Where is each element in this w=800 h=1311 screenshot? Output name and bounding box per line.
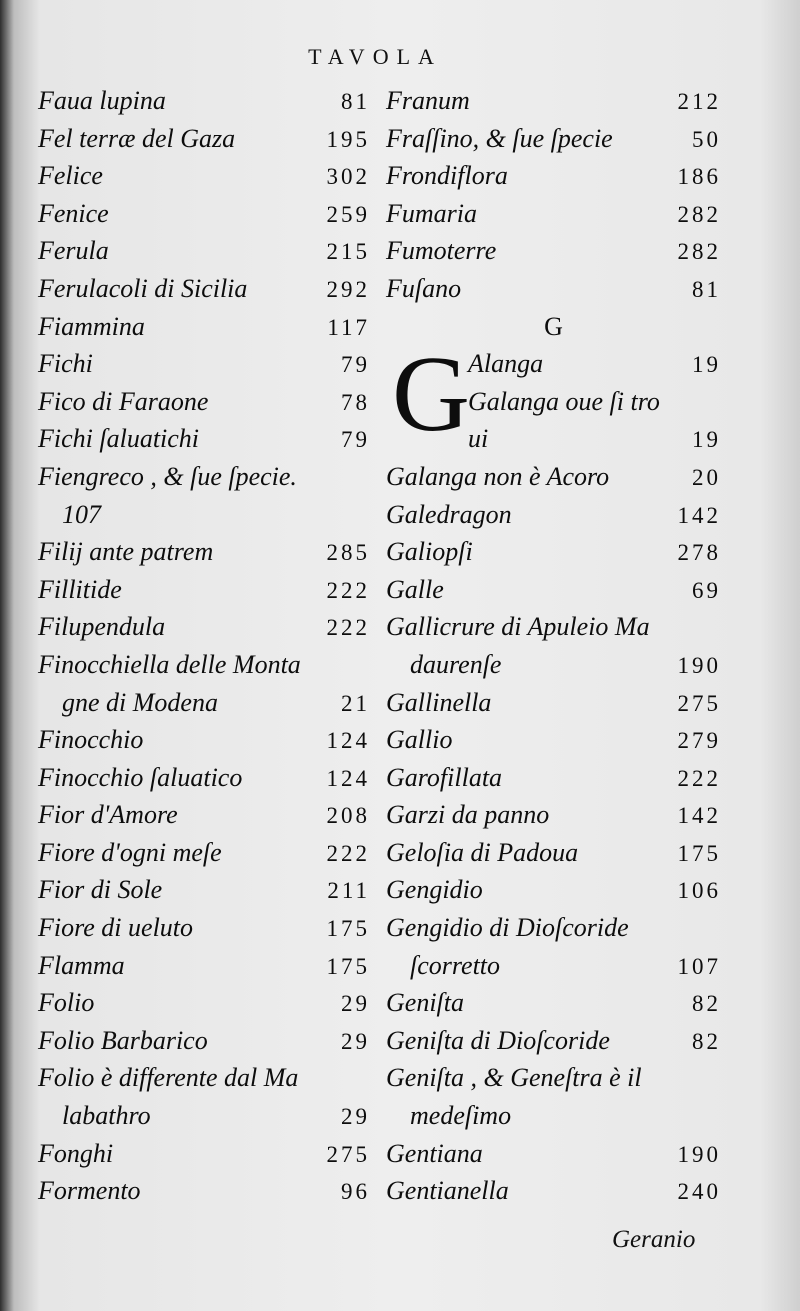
index-entry: [38, 1172, 370, 1210]
entry-term: Fumaria: [386, 198, 477, 228]
entry-term: Fillitide: [38, 574, 122, 604]
index-entry: [38, 684, 370, 722]
entry-term: Fiore di ueluto: [38, 913, 194, 943]
entry-page-number: 69: [692, 577, 721, 603]
index-entry: [386, 1059, 721, 1097]
index-column-left: [38, 82, 370, 1210]
entry-term: Gentianella: [386, 1176, 509, 1206]
section-letter: G: [544, 311, 563, 341]
entry-term: Fiengreco , & ſue ſpecie.: [38, 461, 297, 491]
index-entry: [386, 232, 721, 270]
entry-term: Fel terræ del Gaza: [38, 123, 236, 153]
index-entry: [38, 796, 370, 834]
entry-term: gne di Modena: [62, 687, 218, 717]
entry-term: Galle: [386, 574, 444, 604]
entry-term: Felice: [38, 161, 103, 191]
entry-term: Galanga non è Acoro: [386, 461, 610, 491]
entry-page-number: 81: [341, 89, 370, 114]
entry-term: Galanga oue ſi tro: [468, 386, 660, 416]
index-entry: [386, 195, 721, 233]
entry-page-number: 282: [677, 239, 721, 265]
index-entry: [386, 796, 721, 834]
index-entry: [386, 759, 721, 797]
index-entry: [38, 383, 370, 421]
entry-term: Ferula: [38, 236, 109, 266]
entry-term: Gengidio: [386, 875, 483, 905]
entry-term: Folio: [38, 988, 95, 1018]
page-title: TAVOLA: [308, 44, 442, 69]
index-entry: [38, 270, 370, 308]
entry-page-number: 278: [677, 540, 721, 566]
entry-term: Faua lupina: [38, 86, 166, 115]
index-entry: [386, 646, 721, 684]
entry-term: ui: [468, 424, 489, 454]
entry-page-number: 240: [677, 1179, 721, 1205]
index-entry: [386, 1135, 721, 1173]
index-entry: [38, 571, 370, 609]
index-entry: [38, 984, 370, 1022]
entry-term: Geniſta , & Geneſtra è il: [386, 1063, 642, 1093]
index-entry: [38, 420, 370, 458]
entry-page-number: 81: [692, 276, 721, 302]
entry-page-number: 259: [326, 201, 370, 227]
entry-term: Fichi ſaluatichi: [38, 424, 200, 454]
entry-term: Frondiflora: [386, 161, 508, 191]
index-entry: [38, 947, 370, 985]
entry-term: labathro: [62, 1101, 151, 1131]
entry-page-number: 211: [327, 878, 370, 904]
entry-page-number: 142: [677, 502, 721, 528]
index-entry: [386, 1097, 721, 1135]
entry-term: Fuſano: [386, 273, 462, 303]
entry-page-number: 222: [326, 840, 370, 866]
entry-term: Formento: [38, 1176, 141, 1206]
index-entry: [386, 157, 721, 195]
index-entry: [38, 345, 370, 383]
entry-page-number: 275: [677, 690, 721, 716]
entry-page-number: 82: [692, 1028, 721, 1054]
entry-page-number: 222: [677, 765, 721, 791]
index-entry: [38, 1059, 370, 1097]
entry-page-number: 222: [326, 577, 370, 603]
index-entry: [38, 721, 370, 759]
index-entry: [38, 82, 370, 120]
entry-page-number: 285: [326, 540, 370, 566]
index-entry: [386, 496, 721, 534]
index-entry: [38, 157, 370, 195]
entry-page-number: 29: [341, 1028, 370, 1054]
entry-term: Flamma: [38, 950, 125, 980]
index-group-f: [386, 82, 721, 308]
index-column-right: [386, 82, 721, 1210]
entry-term: medeſimo: [410, 1101, 512, 1131]
entry-term: Finocchio ſaluatico: [38, 762, 243, 792]
entry-term: 107: [62, 499, 101, 529]
index-entry: [386, 947, 721, 985]
entry-page-number: 222: [326, 615, 370, 641]
entry-page-number: 106: [677, 878, 721, 904]
entry-term: Gentiana: [386, 1138, 483, 1168]
entry-page-number: 29: [341, 1104, 370, 1130]
entry-term: Geniſta: [386, 988, 464, 1018]
entry-page-number: 212: [677, 89, 721, 114]
entry-term: Folio è differente dal Ma: [38, 1063, 299, 1093]
entry-term: Finocchio: [38, 725, 144, 755]
entry-page-number: 186: [677, 164, 721, 190]
entry-term: Fraſſino, & ſue ſpecie: [386, 123, 613, 153]
index-entry: [38, 195, 370, 233]
entry-term: Fichi: [38, 349, 93, 379]
index-entry: [38, 232, 370, 270]
index-entry: [38, 308, 370, 346]
index-entry: [386, 984, 721, 1022]
entry-term: daurenſe: [410, 649, 502, 679]
entry-page-number: 82: [692, 991, 721, 1017]
entry-page-number: 208: [326, 803, 370, 829]
entry-term: Fico di Faraone: [38, 386, 209, 416]
entry-page-number: 215: [326, 239, 370, 265]
index-entry: [386, 684, 721, 722]
entry-term: Franum: [386, 86, 470, 115]
index-entry: [386, 721, 721, 759]
entry-page-number: 275: [326, 1141, 370, 1167]
index-entry: [38, 871, 370, 909]
entry-page-number: 124: [326, 765, 370, 791]
index-entry: [38, 533, 370, 571]
entry-page-number: 302: [326, 164, 370, 190]
entry-term: Gallinella: [386, 687, 492, 717]
entry-page-number: 292: [326, 276, 370, 302]
index-entry: [38, 1022, 370, 1060]
index-entry: [386, 1022, 721, 1060]
drop-cap-block: [386, 335, 721, 458]
index-entry: [386, 608, 721, 646]
entry-page-number: 19: [692, 352, 721, 378]
index-entry: [38, 1097, 370, 1135]
index-group-g: [386, 458, 721, 1210]
entry-term: Garzi da panno: [386, 800, 550, 830]
entry-page-number: 175: [677, 840, 721, 866]
entry-term: Gallicrure di Apuleio Ma: [386, 612, 650, 642]
entry-term: Finocchiella delle Monta: [38, 649, 301, 679]
catchword: Geranio: [612, 1226, 696, 1253]
index-entry: [38, 909, 370, 947]
drop-cap-letter: G: [392, 335, 470, 455]
entry-term: Galiopſi: [386, 537, 473, 567]
entry-term: Geloſia di Padoua: [386, 837, 579, 867]
index-entry: [38, 646, 370, 684]
index-entry: [38, 834, 370, 872]
index-entry: [38, 608, 370, 646]
entry-page-number: 142: [677, 803, 721, 829]
entry-term: Garofillata: [386, 762, 503, 792]
index-entry: [386, 458, 721, 496]
index-entry: [38, 496, 370, 534]
entry-term: Folio Barbarico: [38, 1025, 208, 1055]
index-entry: [386, 909, 721, 947]
index-entry: [38, 120, 370, 158]
entry-page-number: 175: [326, 916, 370, 942]
entry-term: Filij ante patrem: [38, 537, 214, 567]
entry-term: Fonghi: [38, 1138, 114, 1168]
entry-term: Fumoterre: [386, 236, 497, 266]
index-entry: [386, 871, 721, 909]
entry-term: Fiammina: [38, 311, 145, 341]
entry-page-number: 96: [341, 1179, 370, 1205]
entry-page-number: 19: [692, 427, 721, 453]
index-entry: [386, 1172, 721, 1210]
entry-term: Fior di Sole: [38, 875, 163, 905]
entry-term: Fenice: [38, 198, 109, 228]
entry-page-number: 29: [341, 991, 370, 1017]
index-entry: [386, 533, 721, 571]
index-entry: [386, 82, 721, 120]
entry-page-number: 107: [677, 953, 721, 979]
entry-page-number: 175: [326, 953, 370, 979]
entry-term: Filupendula: [38, 612, 166, 642]
entry-page-number: 117: [327, 314, 370, 340]
entry-page-number: 21: [341, 690, 370, 716]
entry-term: Fior d'Amore: [38, 800, 178, 830]
entry-page-number: 190: [677, 652, 721, 678]
entry-page-number: 282: [677, 201, 721, 227]
index-entry: [38, 458, 370, 496]
index-entry: [386, 834, 721, 872]
entry-page-number: 50: [692, 126, 721, 152]
index-entry: [386, 270, 721, 308]
entry-term: Alanga: [468, 349, 544, 379]
entry-page-number: 279: [677, 728, 721, 754]
index-entry: [38, 759, 370, 797]
entry-page-number: 20: [692, 464, 721, 490]
entry-page-number: 78: [341, 389, 370, 415]
entry-page-number: 190: [677, 1141, 721, 1167]
entry-term: Ferulacoli di Sicilia: [38, 273, 248, 303]
entry-page-number: 124: [326, 728, 370, 754]
entry-page-number: 79: [341, 352, 370, 378]
entry-term: Galedragon: [386, 499, 512, 529]
entry-term: ſcorretto: [410, 950, 501, 980]
entry-term: Gengidio di Dioſcoride: [386, 913, 629, 943]
entry-term: Geniſta di Dioſcoride: [386, 1025, 610, 1055]
entry-page-number: 79: [341, 427, 370, 453]
index-entry: [386, 571, 721, 609]
entry-term: Fiore d'ogni meſe: [38, 837, 222, 867]
entry-term: Gallio: [386, 725, 453, 755]
entry-page-number: 195: [326, 126, 370, 152]
index-entry: [38, 1135, 370, 1173]
index-entry: [386, 120, 721, 158]
